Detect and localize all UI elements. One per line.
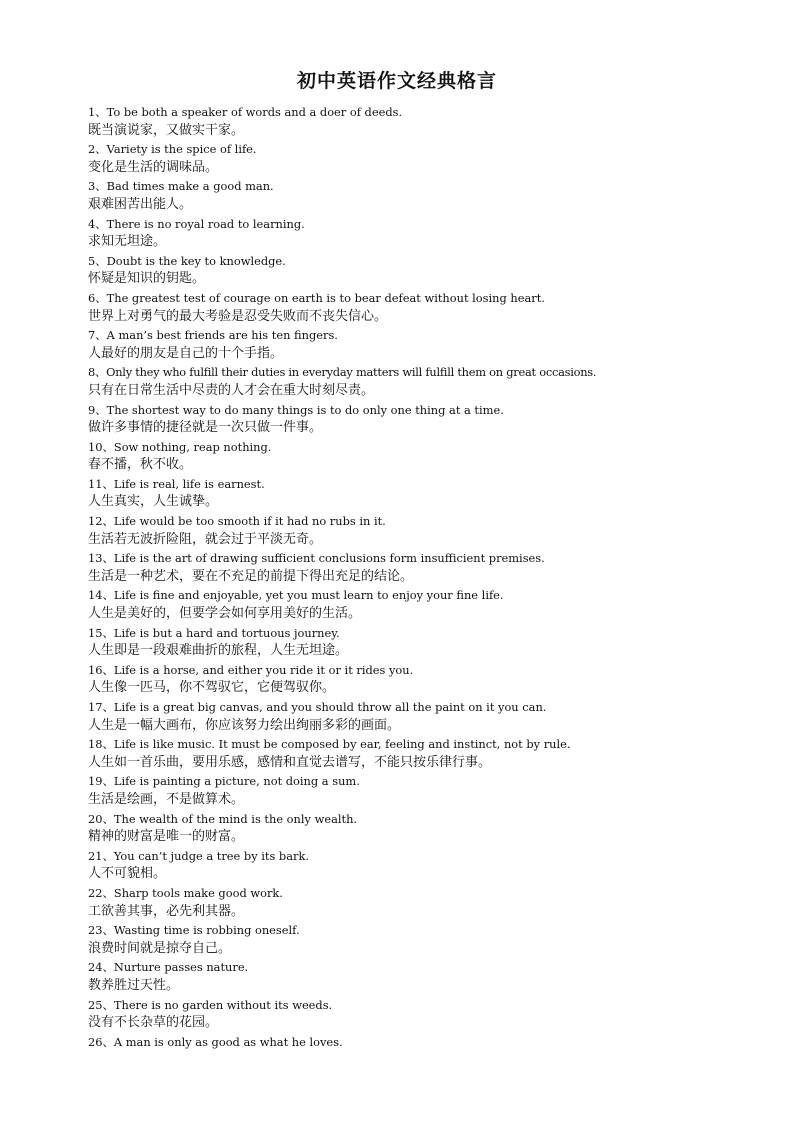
proverb-chinese: 人生像一匹马，你不驾驭它，它便驾驭你。 [88, 680, 336, 696]
list-item [88, 438, 778, 475]
list-item [88, 549, 778, 586]
proverb-english: 2、Variety is the spice of life. [88, 142, 257, 157]
list-item [88, 140, 778, 177]
proverb-english: 25、There is no garden without its weeds. [88, 997, 333, 1012]
proverb-english: 14、Life is fine and enjoyable, yet you must learn to enjoy your fine life. [88, 588, 504, 603]
list-item [88, 252, 778, 289]
proverb-chinese: 只有在日常生活中尽责的人才会在重大时刻尽责。 [88, 382, 375, 398]
list-item [88, 177, 778, 214]
proverb-chinese: 春不播，秋不收。 [88, 457, 193, 473]
proverb-english: 6、The greatest test of courage on earth is to bear defeat without losing heart. [88, 290, 545, 305]
proverb-english: 19、Life is painting a picture, not doing a sum. [88, 774, 360, 789]
list-item [88, 1033, 778, 1052]
list-item [88, 289, 778, 326]
proverb-english: 20、The wealth of the mind is the only wealth. [88, 811, 358, 826]
proverb-english: 16、Life is a horse, and either you ride it or it rides you. [88, 662, 414, 677]
proverb-english: 1、To be both a speaker of words and a doer of deeds. [88, 105, 403, 119]
proverb-chinese: 怀疑是知识的钥匙。 [88, 271, 206, 287]
list-item [88, 475, 778, 512]
list-item [88, 772, 778, 809]
proverb-chinese: 人生如一首乐曲，要用乐感，感情和直觉去谱写，不能只按乐律行事。 [88, 754, 492, 770]
list-item [88, 215, 778, 252]
proverb-list [88, 103, 778, 1051]
proverb-chinese: 浪费时间就是掠夺自己。 [88, 940, 232, 956]
list-item [88, 363, 778, 400]
proverb-chinese: 变化是生活的调味品。 [88, 159, 219, 175]
list-item [88, 884, 778, 921]
proverb-english: 11、Life is real, life is earnest. [88, 476, 265, 491]
proverb-english: 21、You can’t judge a tree by its bark. [88, 848, 309, 863]
proverb-chinese: 做许多事情的捷径就是一次只做一件事。 [88, 420, 323, 436]
proverb-chinese: 人不可貌相。 [88, 866, 167, 882]
proverb-chinese: 教养胜过天性。 [88, 977, 180, 993]
list-item [88, 847, 778, 884]
proverb-english: 10、Sow nothing, reap nothing. [88, 439, 272, 454]
proverb-english: 22、Sharp tools make good work. [88, 885, 283, 900]
list-item [88, 586, 778, 623]
list-item [88, 958, 778, 995]
list-item [88, 103, 778, 140]
list-item [88, 401, 778, 438]
list-item [88, 735, 778, 772]
list-item [88, 996, 778, 1033]
list-item [88, 810, 778, 847]
proverb-chinese: 人生真实，人生诚挚。 [88, 494, 219, 510]
proverb-english: 12、Life would be too smooth if it had no rubs in it. [88, 514, 386, 529]
proverb-chinese: 既当演说家，又做实干家。 [88, 122, 245, 138]
proverb-chinese: 求知无坦途。 [88, 234, 167, 250]
proverb-english: 8、Only they who fulfill their duties in everyday matters will fulfill them on great occasions. [88, 365, 597, 380]
proverb-english: 9、The shortest way to do many things is to do only one thing at a time. [88, 402, 504, 417]
list-item [88, 661, 778, 698]
proverb-chinese: 人最好的朋友是自己的十个手指。 [88, 345, 284, 361]
list-item [88, 921, 778, 958]
proverb-chinese: 生活若无波折险阻，就会过于平淡无奇。 [88, 531, 323, 547]
proverb-chinese: 人生即是一段艰难曲折的旅程，人生无坦途。 [88, 643, 349, 659]
proverb-chinese: 没有不长杂草的花园。 [88, 1015, 219, 1031]
proverb-english: 26、A man is only as good as what he loves. [88, 1034, 343, 1049]
proverb-chinese: 世界上对勇气的最大考验是忍受失败而不丧失信心。 [88, 308, 388, 324]
proverb-chinese: 生活是一种艺术，要在不充足的前提下得出充足的结论。 [88, 568, 414, 584]
proverb-chinese: 人生是美好的，但要学会如何享用美好的生活。 [88, 606, 362, 622]
proverb-chinese: 精神的财富是唯一的财富。 [88, 829, 245, 845]
proverb-english: 17、Life is a great big canvas, and you should throw all the paint on it you can. [88, 700, 547, 714]
proverb-english: 15、Life is but a hard and tortuous journey. [88, 625, 340, 640]
proverb-english: 23、Wasting time is robbing oneself. [88, 923, 300, 938]
proverb-english: 24、Nurture passes nature. [88, 960, 249, 975]
proverb-english: 13、Life is the art of drawing sufficient conclusions form insufficient premises. [88, 551, 545, 566]
proverb-english: 3、Bad times make a good man. [88, 179, 274, 194]
list-item [88, 624, 778, 661]
proverb-english: 5、Doubt is the key to knowledge. [88, 253, 286, 268]
proverb-english: 18、Life is like music. It must be composed by ear, feeling and instinct, not by rule. [88, 737, 571, 752]
proverb-english: 7、A man’s best friends are his ten fingers. [88, 328, 338, 343]
proverb-chinese: 工欲善其事，必先利其器。 [88, 903, 245, 919]
list-item [88, 326, 778, 363]
list-item [88, 512, 778, 549]
proverb-english: 4、There is no royal road to learning. [88, 216, 305, 231]
proverb-chinese: 人生是一幅大画布，你应该努力绘出绚丽多彩的画面。 [88, 717, 401, 733]
proverb-chinese: 艰难困苦出能人。 [88, 196, 193, 212]
list-item [88, 698, 778, 735]
page-title: 初中英语作文经典格言 [296, 70, 497, 92]
proverb-chinese: 生活是绘画，不是做算术。 [88, 791, 245, 807]
